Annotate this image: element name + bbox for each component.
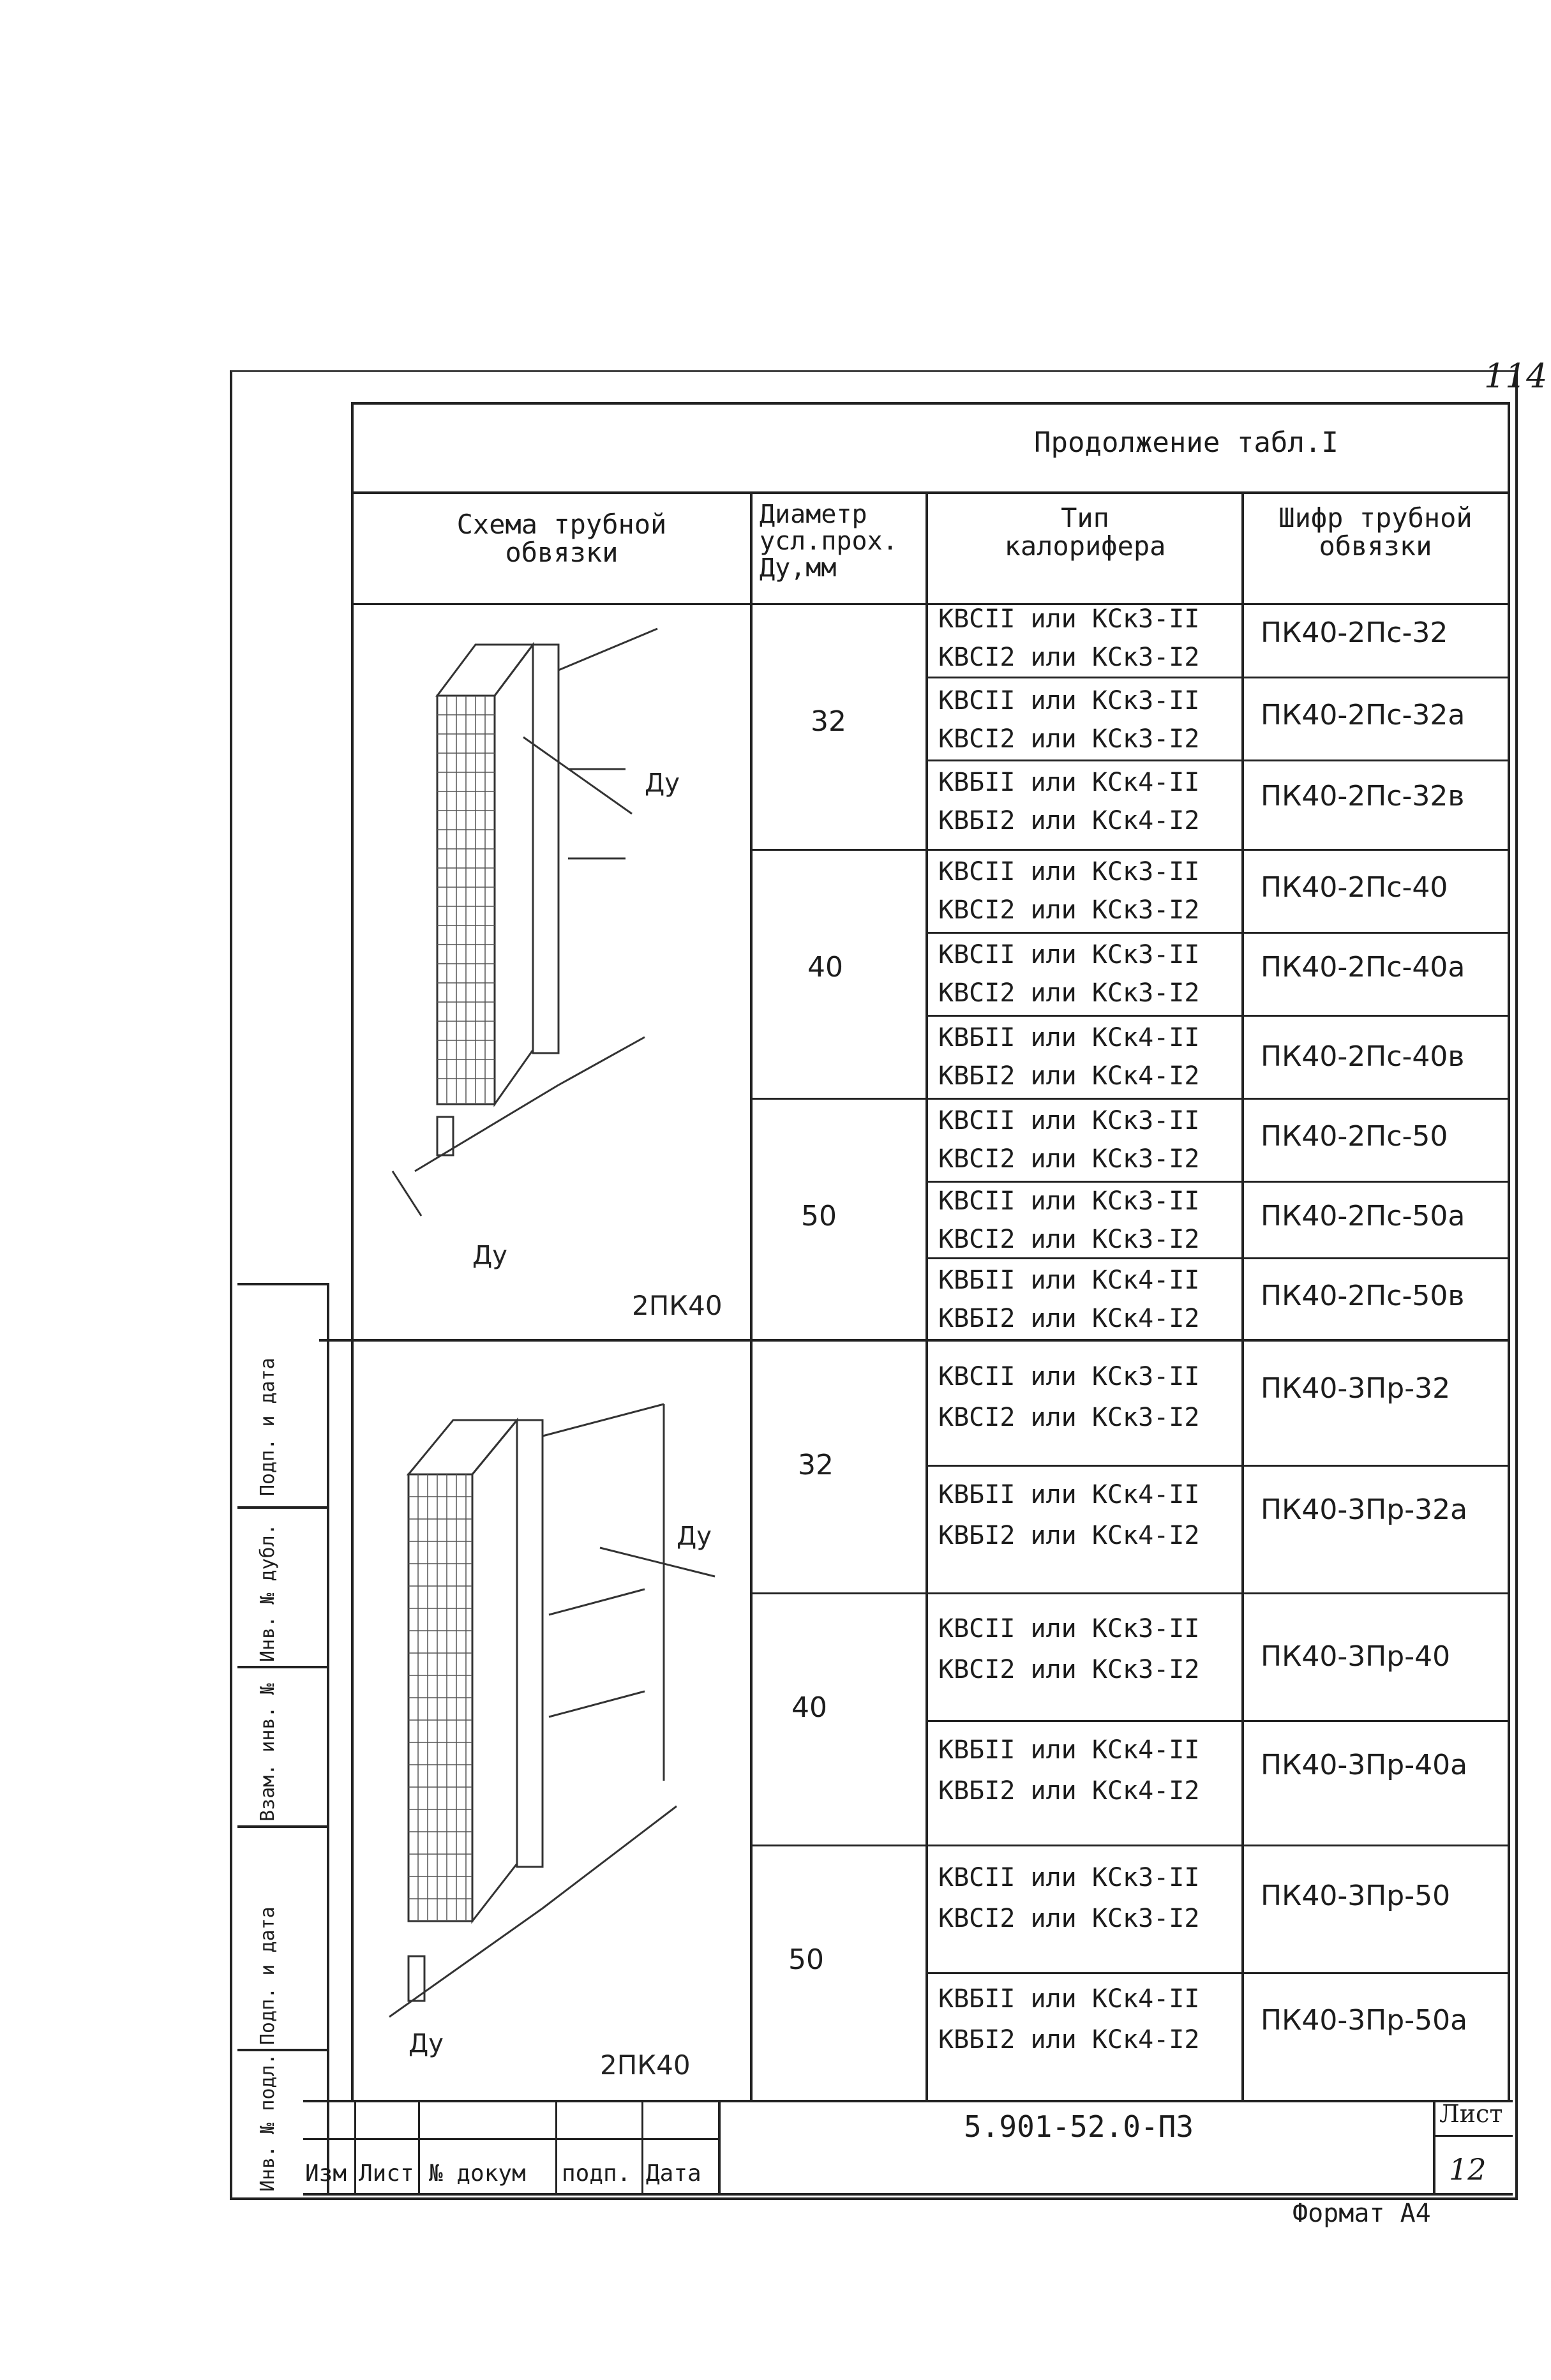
side-cell (237, 1283, 327, 1509)
header-top-line (351, 491, 1510, 494)
dim-line (393, 1171, 421, 1216)
b1-row-sep (925, 760, 1510, 761)
type-line: КВБI2 или КСк4-I2 (938, 2025, 1200, 2054)
du-label-bottom: Ду (408, 2029, 444, 2058)
stamp-mid (303, 2138, 718, 2140)
scheme-label: 2ПК40 (632, 1290, 723, 1321)
b1-cipher-cell: ПК40-2Пс-40 (1261, 871, 1448, 904)
du-label: Ду (645, 768, 680, 798)
header-cipher-line1: Шифр трубной (1278, 502, 1472, 534)
header-diameter-line2: усл.прох. (760, 527, 898, 556)
b2-group-sep-2 (750, 1845, 1510, 1846)
side-strip (237, 1283, 329, 2196)
b2-diameter-40: 40 (791, 1691, 827, 1724)
b1-type-cell (938, 763, 1238, 840)
tap-line (549, 1589, 645, 1615)
header-type-line1: Тип (1061, 502, 1109, 534)
type-line: КВСI2 или КСк3-I2 (938, 1904, 1200, 1933)
corner-page-number: 114 (1484, 357, 1548, 396)
du-leader (600, 1548, 715, 1576)
b2-type-cell (938, 1356, 1238, 1438)
supply-pipe (543, 1404, 664, 1436)
header-type-line2: калорифера (1004, 530, 1166, 562)
b2-cipher-cell: ПК40-3Пр-32 (1261, 1372, 1451, 1405)
b1-type-cell (938, 853, 1238, 929)
heater-top-face (408, 1420, 517, 1474)
type-line: КВСI2 или КСк3-I2 (938, 1403, 1200, 1432)
stamp-col (718, 2100, 721, 2193)
type-line: КВСI2 или КСк3-I2 (938, 1144, 1200, 1174)
b1-row-sep (925, 677, 1510, 678)
b1-cipher-cell: ПК40-2Пс-50 (1261, 1120, 1448, 1153)
b2-row-sep (925, 1465, 1510, 1467)
stamp-podp: подп. (562, 2160, 631, 2187)
side-label: Подп. и дата (257, 1358, 279, 1496)
type-line: КВБI2 или КСк4-I2 (938, 806, 1200, 835)
return-pipe (558, 1037, 645, 1085)
stamp-izm: Изм (305, 2160, 347, 2187)
b1-row-sep (925, 932, 1510, 934)
type-line: КВСII или КСк3-II (938, 1186, 1200, 1216)
side-cell (237, 1666, 327, 1828)
type-line: КВСII или КСк3-II (938, 1614, 1200, 1643)
scheme-drawing-2pk40-a (357, 610, 747, 1337)
type-line: КВСII или КСк3-II (938, 604, 1200, 634)
b1-type-cell (938, 1019, 1238, 1095)
header-cipher-line2: обвязки (1319, 530, 1432, 562)
du-label-bottom: Ду (472, 1241, 507, 1270)
b1-type-cell (938, 936, 1238, 1012)
header-cipher (1245, 504, 1506, 560)
b1-group-sep-1 (750, 849, 1510, 851)
return-pipe (543, 1806, 677, 1908)
header-bottom-line (351, 603, 1510, 605)
table-title: Продолжение табл.I (1034, 426, 1338, 459)
type-line: КВБII или КСк4-II (938, 1023, 1200, 1052)
type-line: КВСII или КСк3-II (938, 940, 1200, 969)
type-line: КВБI2 или КСк4-I2 (938, 1521, 1200, 1550)
b1-cipher-cell: ПК40-2Пс-50а (1261, 1200, 1465, 1232)
side-label: Подп. и дата (257, 1906, 279, 2045)
type-line: КВСII или КСк3-II (938, 857, 1200, 887)
b2-group-sep-1 (750, 1592, 1510, 1594)
type-line: КВСI2 или КСк3-I2 (938, 1225, 1200, 1254)
header-scheme-line1: Схема трубной (456, 509, 667, 540)
header-scheme-line2: обвязки (505, 537, 618, 569)
paper-format: Формат А4 (1292, 2199, 1431, 2228)
sheet-number: 12 (1449, 2152, 1487, 2187)
side-cell (237, 1506, 327, 1668)
b2-type-cell (938, 1608, 1238, 1690)
type-line: КВСI2 или КСк3-I2 (938, 1655, 1200, 1684)
type-line: КВСI2 или КСк3-I2 (938, 978, 1200, 1008)
du-leader (523, 737, 632, 814)
header-type (929, 504, 1241, 560)
type-line: КВБII или КСк4-II (938, 1984, 1200, 2014)
side-label: Инв. № подл. (257, 2053, 279, 2192)
tap-line (549, 1691, 645, 1717)
stamp-bottom (303, 2193, 1513, 2196)
type-line: КВСI2 или КСк3-I2 (938, 643, 1200, 672)
sheet-label: Лист (1439, 2100, 1503, 2128)
col-sep-1 (750, 491, 753, 2100)
heater-back-plate (533, 645, 558, 1053)
stamp-sheet-sep (1433, 2135, 1513, 2137)
table-border-top (351, 402, 1510, 405)
header-diameter-line3: Ду,мм (760, 553, 837, 583)
b1-cipher-cell: ПК40-2Пс-40а (1261, 951, 1465, 984)
type-line: КВСII или КСк3-II (938, 686, 1200, 715)
b2-type-cell (938, 1730, 1238, 1811)
header-diameter (753, 501, 932, 581)
side-cell (237, 1825, 327, 2051)
stamp-list: Лист (359, 2160, 414, 2187)
type-line: КВБI2 или КСк4-I2 (938, 1061, 1200, 1091)
col-sep-2 (925, 491, 928, 2100)
b2-type-cell (938, 1979, 1238, 2060)
supply-pipe (558, 629, 657, 670)
stamp-col (555, 2100, 557, 2193)
side-label: Инв. № дубл. (257, 1523, 279, 1662)
b1-type-cell (938, 600, 1238, 677)
stamp-ndoc: № докум (429, 2160, 526, 2187)
heater-top-face (437, 645, 533, 696)
b1-group-sep-2 (750, 1098, 1510, 1100)
type-line: КВБII или КСк4-II (938, 1735, 1200, 1765)
type-line: КВСI2 или КСк3-I2 (938, 895, 1200, 925)
b1-cipher-cell: ПК40-2Пс-40в (1261, 1040, 1465, 1073)
b2-diameter-32: 32 (798, 1449, 834, 1481)
b2-cipher-cell: ПК40-3Пр-50а (1261, 2004, 1468, 2037)
type-line: КВБII или КСк4-II (938, 1266, 1200, 1295)
b1-type-cell (938, 1102, 1238, 1178)
stamp-data: Дата (646, 2160, 701, 2187)
b2-row-sep (925, 1720, 1510, 1722)
heater-side-face (472, 1420, 517, 1921)
b2-cipher-cell: ПК40-3Пр-40 (1261, 1640, 1451, 1673)
header-diameter-line1: Диаметр (760, 500, 867, 529)
b1-type-cell (938, 1182, 1238, 1259)
b1-cipher-cell: ПК40-2Пс-32 (1261, 617, 1448, 649)
b1-type-cell (938, 682, 1238, 758)
type-line: КВБI2 или КСк4-I2 (938, 1304, 1200, 1333)
b1-diameter-32: 32 (811, 705, 846, 738)
side-label: Взам. инв. № (257, 1683, 279, 1822)
b2-row-sep (925, 1972, 1510, 1974)
b1-cipher-cell: ПК40-2Пс-50в (1261, 1280, 1465, 1312)
b2-cipher-cell: ПК40-3Пр-50 (1261, 1880, 1451, 1912)
block-separator (319, 1339, 1510, 1342)
type-line: КВСII или КСк3-II (938, 1106, 1200, 1135)
col-sep-3 (1241, 491, 1244, 2100)
type-line: КВБII или КСк4-II (938, 768, 1200, 797)
b2-cipher-cell: ПК40-3Пр-40а (1261, 1749, 1468, 1781)
b1-row-sep (925, 1015, 1510, 1017)
stamp-col (641, 2100, 643, 2193)
header-scheme (383, 511, 740, 567)
heater-back-plate (517, 1420, 543, 1867)
scheme-drawing-2pk40-b (338, 1347, 747, 2100)
du-label: Ду (677, 1522, 712, 1551)
b2-diameter-50: 50 (788, 1943, 824, 1976)
b2-type-cell (938, 1474, 1238, 1556)
b1-type-cell (938, 1261, 1238, 1338)
type-line: КВБII или КСк4-II (938, 1480, 1200, 1509)
stamp-col (354, 2100, 356, 2193)
b1-diameter-40: 40 (807, 951, 843, 984)
b1-diameter-50: 50 (801, 1200, 837, 1232)
scheme-label: 2ПК40 (600, 2049, 691, 2081)
stamp-col (1433, 2100, 1435, 2193)
stamp-top (303, 2100, 1513, 2102)
document-code: 5.901-52.0-ПЗ (964, 2109, 1194, 2144)
b2-type-cell (938, 1857, 1238, 1939)
type-line: КВСII или КСк3-II (938, 1863, 1200, 1892)
type-line: КВСII или КСк3-II (938, 1362, 1200, 1391)
type-line: КВСI2 или КСк3-I2 (938, 724, 1200, 754)
b2-cipher-cell: ПК40-3Пр-32а (1261, 1493, 1468, 1526)
heater-side-face (495, 645, 533, 1104)
b1-cipher-cell: ПК40-2Пс-32а (1261, 699, 1465, 731)
type-line: КВБI2 или КСк4-I2 (938, 1776, 1200, 1806)
stamp-col (418, 2100, 420, 2193)
b1-cipher-cell: ПК40-2Пс-32в (1261, 780, 1465, 812)
